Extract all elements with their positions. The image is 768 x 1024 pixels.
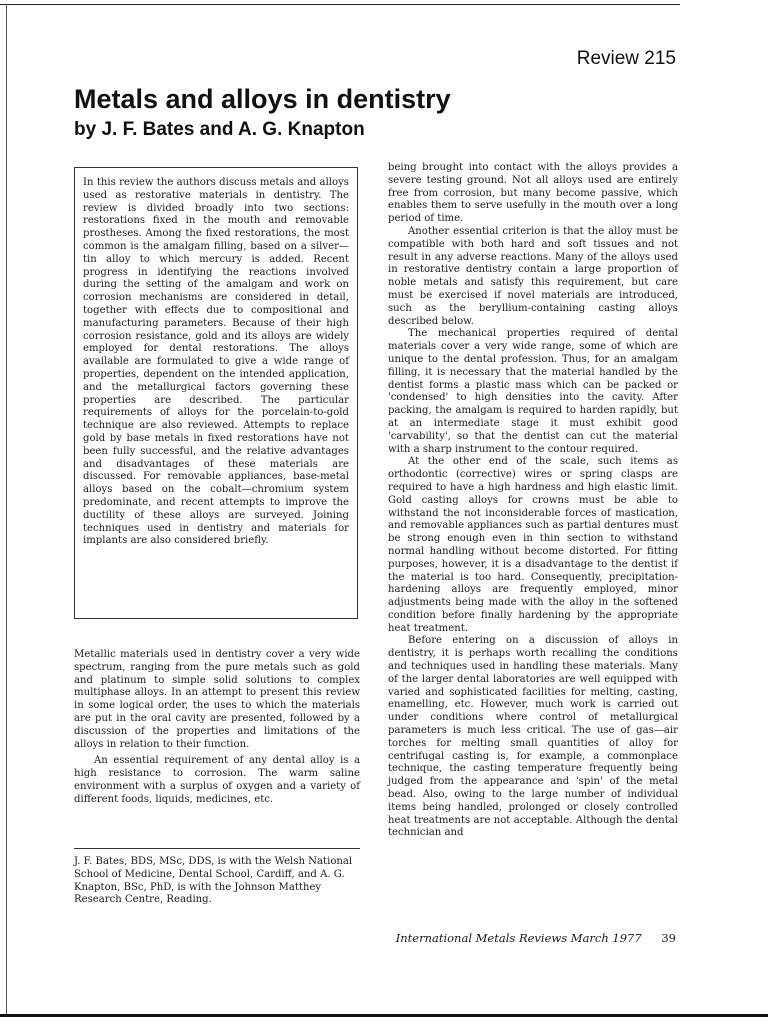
body-paragraph: At the other end of the scale, such items as orthodontic (corrective) wires or spring clasps are required to have a high hardness and high elastic limit. Gold casting alloys for crowns must be able to withstand the not inconsiderable forces of mastication, and removable appliances such as partial dentures must be strong enough even in thin section to withstand normal handling without become distorted. For fitting purposes, however, it is a disadvantage to the dentist if the material is too hard. Consequently, precipitation-hardening alloys are frequently employed, minor adjustments being made with the alloy in the softened condition before finally hardening by the appropriate heat treatment.: [388, 456, 678, 634]
abstract-text: In this review the authors discuss metals and alloys used as restorative materials in dentistry. The review is divided broadly into two sections: restorations fixed in the mouth and removable prostheses. Among the fixed restorations, the most common is the amalgam filling, based on a silver—tin alloy to which mercury is added. Recent progress in identifying the reactions involved during the setting of the amalgam and work on corrosion mechanisms are considered in detail, together with effects due to compositional and manufacturing parameters. Because of their high corrosion resistance, gold and its alloys are widely employed for dental restorations. The alloys available are formulated to give a wide range of properties, dependent on the intended application, and the metallurgical factors governing these properties are described. The particular requirements of alloys for the porcelain-to-gold technique are also reviewed. Attempts to replace gold by base metals in fixed restorations have not been fully successful, and the relative advantages and disadvantages of these materials are discussed. For removable appliances, base-metal alloys based on the cobalt—chromium system predominate, and recent attempts to improve the ductility of these alloys are surveyed. Joining techniques used in dentistry and materials for implants are also considered briefly.: [83, 177, 349, 547]
body-paragraph: The mechanical properties required of dental materials cover a very wide range, some of which are unique to the dental profession. Thus, for an amalgam filling, it is necessary that the material handled by the dentist forms a plastic mass which can be packed or 'condensed' to high densities into the cavity. After packing, the amalgam is required to harden rapidly, but at an intermediate stage it must exhibit good 'carvability', so that the dentist can cut the material with a sharp instrument to the contour required.: [388, 328, 678, 455]
page-number: 39: [661, 931, 676, 945]
abstract-box: [74, 167, 358, 619]
body-paragraph: being brought into contact with the alloys provides a severe testing ground. Not all alloys used are entirely free from corrosion, but many become passive, which enables them to serve usefully in the mouth over a long period of time.: [388, 162, 678, 225]
review-label: Review 215: [576, 48, 676, 69]
body-paragraph: An essential requirement of any dental alloy is a high resistance to corrosion. The warm saline environment with a surplus of oxygen and a variety of different foods, liquids, medicines, etc.: [74, 755, 360, 805]
body-paragraph: Another essential criterion is that the alloy must be compatible with both hard and soft tissues and not result in any adverse reactions. Many of the alloys used in restorative dentistry contain a large proportion of noble metals and satisfy this requirement, but care must be exercised if novel materials are introduced, such as the beryllium-containing casting alloys described below.: [388, 225, 678, 327]
left-column: [74, 649, 360, 807]
body-paragraph: Metallic materials used in dentistry cover a very wide spectrum, ranging from the pure metals such as gold and platinum to simple solid solutions to complex multiphase alloys. In an attempt to present this review in some logical order, the uses to which the materials are put in the oral cavity are presented, followed by a discussion of the properties and limitations of the alloys in relation to their function.: [74, 649, 360, 750]
right-column: [388, 162, 678, 840]
page-footer: [396, 931, 676, 945]
author-note-rule: [74, 848, 360, 849]
left-margin-rule: [6, 4, 7, 1016]
article-byline: by J. F. Bates and A. G. Knapton: [74, 119, 365, 140]
journal-name: International Metals Reviews March 1977: [395, 931, 642, 945]
body-paragraph: Before entering on a discussion of alloys in dentistry, it is perhaps worth recalling the conditions and techniques used in handling these materials. Many of the larger dental laboratories are well equipped with varied and sophisticated facilities for melting, casting, enamelling, etc. However, much work is carried out under conditions where control of metallurgical parameters is much less critical. The use of gas—air torches for melting small quantities of alloy for centrifugal casting is, for example, a commonplace technique, the casting temperature frequently being judged from the appearance and 'spin' of the metal bead. Also, owing to the large number of individual items being handled, prolonged or closely controlled heat treatments are not acceptable. Although the dental technician and: [388, 635, 678, 839]
article-title: Metals and alloys in dentistry: [74, 84, 451, 114]
top-rule: [0, 4, 680, 5]
author-affiliations: J. F. Bates, BDS, MSc, DDS, is with the Welsh National School of Medicine, Dental School, Cardiff, and A. G. Knapton, BSc, PhD, is with the Johnson Matthey Research Centre, Reading.: [74, 856, 353, 906]
bottom-rule: [0, 1014, 768, 1017]
